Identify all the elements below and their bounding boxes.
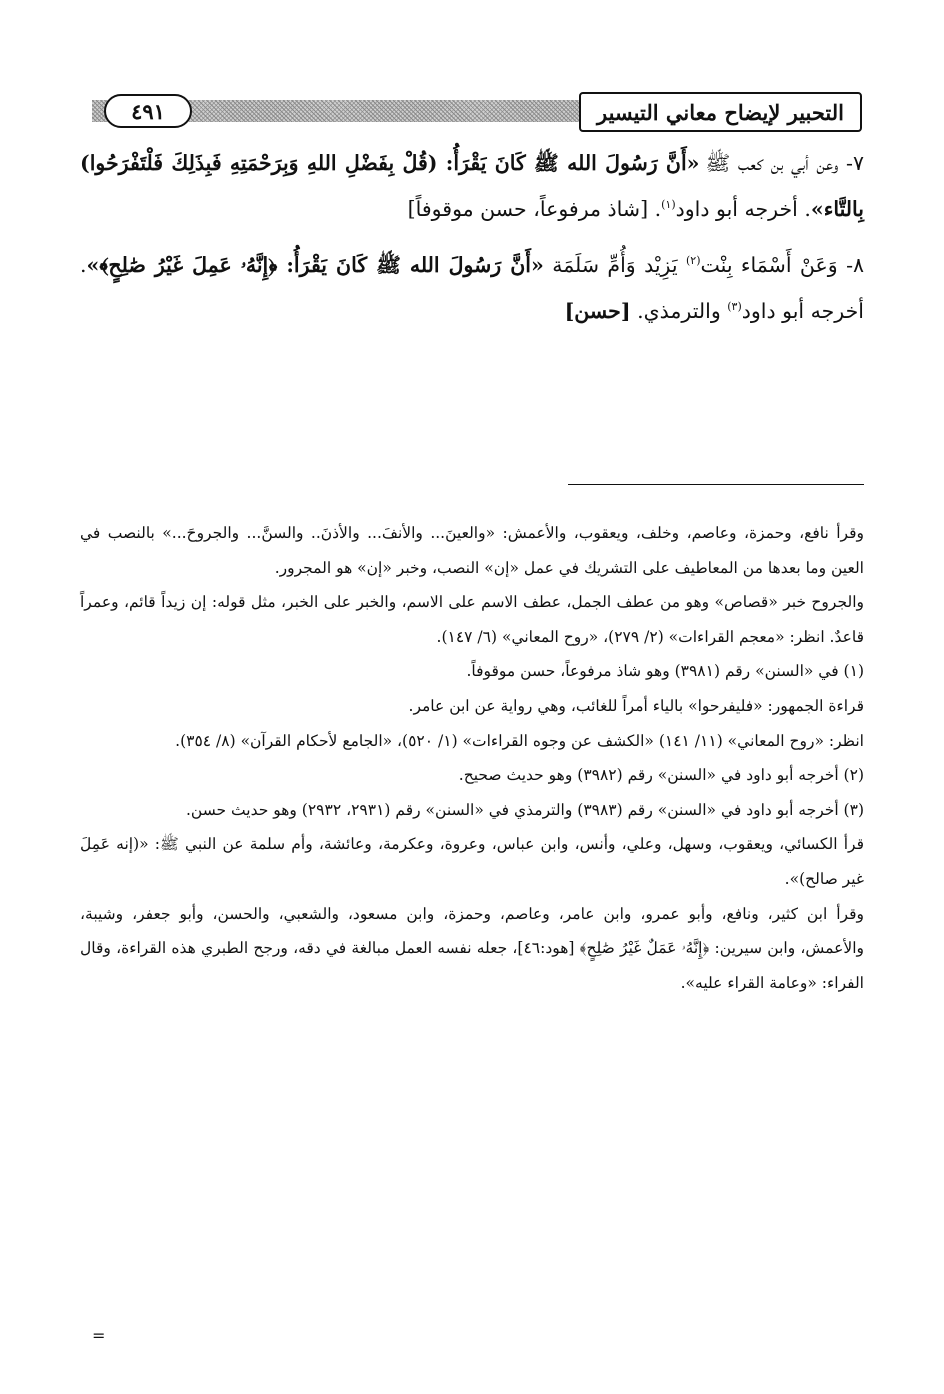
footnote-paragraph: وقرأ ابن كثير، ونافع، وأبو عمرو، وابن عامر، وعاصم، وحمزة، وابن مسعود، والشعبي، والحسن، وأبو جعفر، وشيبة، والأعمش، وابن سيرين: ﴿إِنَّهُۥ عَمَلٌ غَيْرُ صَٰلِحٍ﴾ [هود:٤٦]، جعله نفسه العمل مبالغة في دقه، ورجح الطبري هذه القراءة، وقال الفراء: «وعامة القراء عليه».	[80, 904, 864, 992]
footnote-paragraph: انظر: «روح المعاني» (١١/ ١٤١) «الكشف عن وجوه القراءات» (١/ ٥٢٠)، «الجامع لأحكام القرآن» (٨/ ٣٥٤).	[175, 731, 864, 750]
main-text	[80, 140, 864, 344]
hadith-8	[80, 242, 864, 334]
hadith-7-honorific: ﷺ	[705, 151, 731, 175]
hadith-7-prefix: ٧- وعن أبي بن كعب	[730, 151, 864, 175]
hadith-8-grade: [حسن]	[564, 299, 631, 323]
footnote-ref-1[interactable]: (١)	[661, 198, 676, 212]
hadith-8-source-2: والترمذي.	[630, 299, 728, 323]
footnote-1: (١) في «السنن» رقم (٣٩٨١) وهو شاذ مرفوعاً، حسن موقوفاً.	[466, 662, 864, 681]
footnote-paragraph: قراءة الجمهور: «فليفرحوا» بالياء أمراً للغائب، وهي رواية عن ابن عامر.	[408, 696, 864, 715]
footnote-ref-2[interactable]: (٢)	[685, 254, 701, 268]
hadith-7	[80, 140, 864, 232]
footnote-paragraph: والجروح خبر «قصاص» وهو من عطف الجمل، عطف الاسم على الاسم، والخبر على الخبر، مثل قوله: إن زيداً قائم، وعمراً قاعدٌ. انظر: «معجم القراءات» (٢/ ٢٧٩)، «روح المعاني» (٦/ ١٤٧).	[80, 593, 864, 646]
footnote-3: (٣) أخرجه أبو داود في «السنن» رقم (٣٩٨٣) والترمذي في «السنن» رقم (٢٩٣١، ٢٩٣٢) وهو حديث حسن.	[185, 800, 864, 819]
hadith-7-grade: . [شاذ مرفوعاً، حسن موقوفاً]	[407, 197, 662, 221]
page-number: ٤٩١	[104, 94, 192, 128]
hadith-7-narration: «أَنَّ رَسُولَ الله ﷺ كَانَ يَقْرَأُ:	[437, 151, 700, 175]
book-title: التحبير لإيضاح معاني التيسير	[579, 92, 862, 132]
hadith-8-prefix: ٨- وَعَنْ أَسْمَاء بِنْت	[700, 253, 865, 277]
hadith-8-quran: ﴿إِنَّهُۥ عَمِلَ غَيْرُ صَٰلِحٍ﴾	[99, 253, 278, 277]
hadith-8-source: . أخرجه أبو داود	[80, 253, 864, 323]
hadith-8-narrators: يَزِيْد وَأُمِّ سَلَمَة	[543, 253, 686, 277]
hadith-7-quran: (قُلْ بِفَضْلِ اللهِ وَبِرَحْمَتِهِ فَبِذَلِكَ فَلْتَفْرَحُوا) بِالتَّاء»	[80, 151, 864, 221]
hadith-7-source: . أخرجه أبو داود	[675, 197, 811, 221]
footnote-paragraph: وقرأ نافع، وحمزة، وعاصم، وخلف، ويعقوب، والأعمش: «والعينَ... والأنفَ... والأذنَ.. والسنَّ... والجروحَ...» بالنصب في العين وما بعدها من المعاطيف على التشريك في عمل «إن» النصب، وخبر «إن» هو المجرور.	[80, 524, 864, 577]
hadith-8-quote-close: »	[86, 253, 100, 277]
footnote-ref-3[interactable]: (٣)	[727, 300, 742, 314]
page-header	[92, 92, 862, 132]
footnotes	[80, 516, 864, 1000]
footnote-divider	[568, 484, 864, 485]
end-mark: =	[92, 1326, 106, 1345]
footnote-paragraph: قرأ الكسائي، ويعقوب، وسهل، وعلي، وأنس، وابن عباس، وعروة، وعكرمة، وعائشة، وأم سلمة عن النبي ﷺ: «(إنه عَمِلَ غير صالح)».	[80, 835, 864, 888]
hadith-8-narration: «أَنَّ رَسُولَ الله ﷺ كَانَ يَقْرَأُ:	[277, 253, 544, 277]
footnote-2: (٢) أخرجه أبو داود في «السنن» رقم (٣٩٨٢) وهو حديث صحيح.	[458, 766, 864, 785]
